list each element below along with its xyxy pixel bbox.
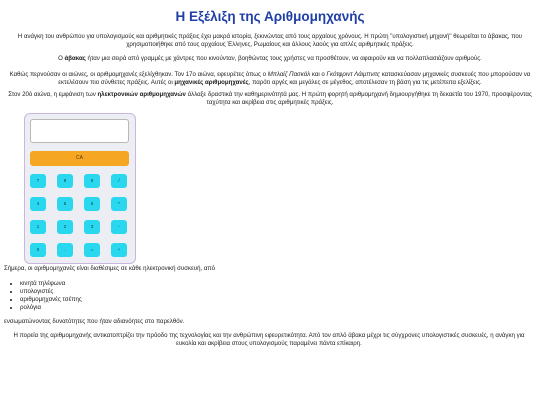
key-8[interactable]: 8 (57, 174, 73, 188)
intro-paragraph-1: Η ανάγκη του ανθρώπου για υπολογισμούς και αριθμητικές πράξεις έχει μακρά ιστορία, ξεκινώντας από τους αρχαίους χρόνους. Η πρώτη "υπολογιστική μηχανή" θεωρείται το άβακας, που χρησιμοποιήθηκε από τους αρχαίους Έλληνες, Ρωμαίους και άλλους λαούς για απλές αριθμητικές πράξεις. (17, 33, 523, 49)
clear-all-button[interactable]: CA (30, 151, 129, 166)
p3-name-pascal: Μπλαίζ Πασκάλ (267, 71, 311, 78)
p2-text-a: Ο (58, 55, 65, 62)
list-item: • αριθμομηχανές τσέπης (20, 296, 82, 304)
p2-text-b: ήταν μια σειρά από γραμμές με χάντρες που κινούνταν, βοηθώντας τους χρήστες να προσθέτουν, να αφαιρούν και να πολλαπλασιάζουν αριθμούς. (85, 55, 482, 62)
outro-paragraph-1: Σήμερα, οι αριθμομηχανές είναι διαθέσιμες σε κάθε ηλεκτρονική συσκευή, από (4, 265, 216, 272)
p3-text-d: , παρότι αργές και μεγάλες σε μέγεθος, αποτέλεσαν τη βάση για τις μετέπειτα εξελίξεις. (248, 79, 482, 87)
calculator-keypad (25, 174, 135, 259)
intro-paragraph-2 (6, 55, 534, 63)
list-item: • ρολόγια (20, 304, 82, 312)
p3-text-a: Καθώς περνούσαν οι αιώνες, οι αριθμομηχανές εξελίχθηκαν. Τον 17ο αιώνα, εφευρέτες όπως ο (9, 71, 268, 78)
outro-paragraph-2: ενσωματώνοντας δυνατότητες που ήταν αδιανόητες στο παρελθόν. (4, 318, 185, 325)
key-5[interactable]: 5 (57, 197, 73, 211)
p4-bold-electronic: ηλεκτρονικών αριθμομηχανών (97, 91, 186, 98)
key-4[interactable]: 4 (30, 197, 46, 211)
list-item: • υπολογιστές (20, 288, 82, 296)
key-decimal[interactable]: . (57, 243, 73, 257)
p3-bold-mechanical: μηχανικές αριθμομηχανές (174, 79, 249, 87)
key-7[interactable]: 7 (30, 174, 46, 188)
key-3[interactable]: 3 (84, 220, 100, 234)
key-divide[interactable]: / (111, 174, 127, 188)
key-1[interactable]: 1 (30, 220, 46, 234)
p2-bold-abacus: άβακας (64, 55, 86, 62)
key-multiply[interactable]: * (111, 197, 127, 211)
key-subtract[interactable]: - (111, 220, 127, 234)
key-0[interactable]: 0 (30, 243, 46, 257)
calculator-display[interactable] (30, 119, 129, 143)
intro-paragraph-4 (6, 91, 534, 107)
intro-paragraph-3 (6, 71, 534, 87)
p3-text-b: και ο (310, 71, 327, 78)
key-add[interactable]: + (111, 243, 127, 257)
outro-paragraph-3: Η πορεία της αριθμομηχανής αντικατοπτρίζει την πρόοδο της τεχνολογίας και την ανθρώπινη εφευρετικότητα. Από τον απλό άβακα μέχρι τις σύγχρονες υπολογιστικές συσκευές, η ανάγκη για ευκολία και ακρίβεια στους υπολογισμούς παραμένει πάντα επίκαιρη. (13, 332, 525, 348)
list-item: • κινητά τηλέφωνα (20, 280, 82, 288)
calculator (24, 113, 136, 264)
key-9[interactable]: 9 (84, 174, 100, 188)
p3-text-c: κατασκεύασαν μηχανικές συσκευές που μπορούσαν να εκτελέσουν πιο σύνθετες πράξεις. Αυτές οι (58, 71, 531, 87)
key-equals[interactable]: = (84, 243, 100, 257)
page-title: Η Εξέλιξη της Αριθμομηχανής (175, 9, 365, 24)
p4-text-a: Στον 20ό αιώνα, η εμφάνιση των (8, 91, 98, 98)
p3-name-leibniz: Γκότφριντ Λάιμπνιτς (326, 71, 381, 78)
key-2[interactable]: 2 (57, 220, 73, 234)
device-list (4, 280, 82, 313)
p4-text-b: άλλαξε δραστικά την καθημερινότητά μας. Η πρώτη φορητή αριθμομηχανή δημιουργήθηκε τη δεκαετία του 1970, προσφέροντας ταχύτητα και ακρίβεια στις αριθμητικές πράξεις. (185, 91, 532, 107)
key-6[interactable]: 6 (84, 197, 100, 211)
